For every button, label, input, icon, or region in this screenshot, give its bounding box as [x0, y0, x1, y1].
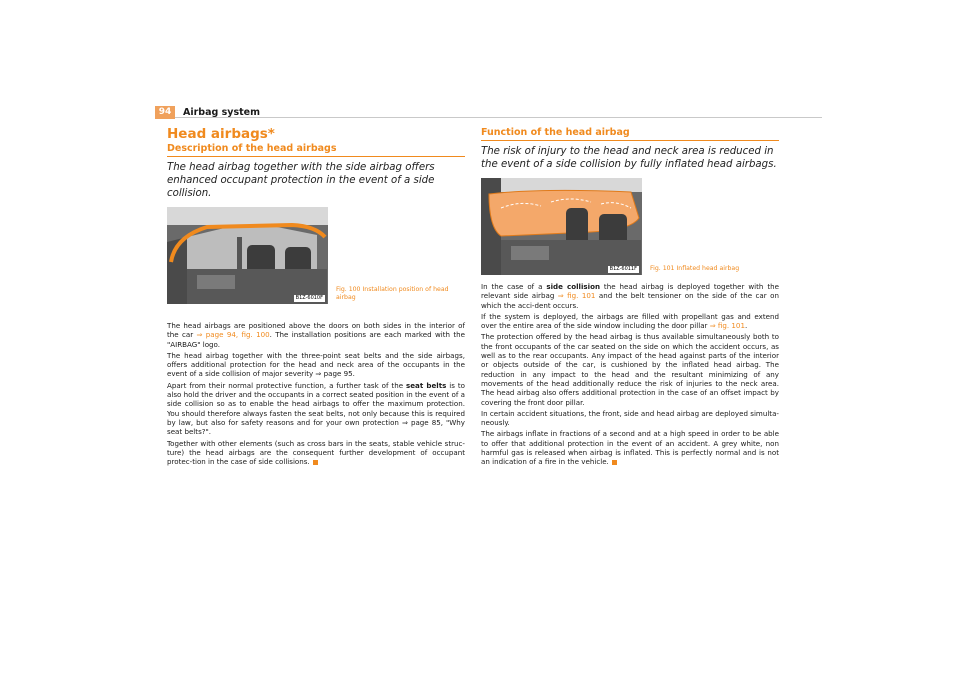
- figure-caption: Fig. 101 Inflated head airbag: [650, 265, 740, 272]
- inflated-airbag-illustration: [481, 178, 642, 275]
- figure-101: [481, 178, 779, 275]
- section-title: Head airbags*: [167, 126, 275, 142]
- paragraph: In the case of a side collision the head airbag is deployed together with the relevant side airbag ⇒ fig. 101 and the belt tensioner on the side of the car on which the acci-dent occurs.: [481, 282, 779, 310]
- subsection-title-description: Description of the head airbags: [167, 142, 465, 157]
- intro-text: The risk of injury to the head and neck area is reduced in the event of a side collision by fully inflated head airbags.: [481, 146, 777, 170]
- subsection-title-function: Function of the head airbag: [481, 126, 779, 141]
- end-of-section-marker: [612, 460, 617, 465]
- figure-image-installation: [167, 207, 328, 304]
- paragraph: If the system is deployed, the airbags are filled with propellant gas and extend over the entire area of the side window including the door pillar ⇒ fig. 101.: [481, 311, 779, 331]
- body-text: [167, 321, 465, 466]
- right-column: [481, 126, 779, 469]
- page-reference-link[interactable]: ⇒ page 94, fig. 100: [196, 330, 270, 340]
- running-title: Airbag system: [183, 107, 260, 118]
- figure-code: B1Z-6011F: [609, 266, 637, 272]
- figure-caption: Fig. 100 Installation position of head airbag: [336, 286, 449, 301]
- paragraph: The head airbag together with the three-point seat belts and the side airbags, offers additional protection for the head and neck area of the occupants in the event of a side collision of major severity ⇒ page 95.: [167, 350, 465, 379]
- paragraph: Together with other elements (such as cross bars in the seats, stable vehicle struc-ture) the head airbags are the consequent further development of occupant protec-tion in the case of side collisions.: [167, 438, 465, 467]
- paragraph: The airbags inflate in fractions of a second and at a high speed in order to be able to offer that additional protection in the event of an accident. A grey white, non harmful gas is released when airbag is inflated. This is perfectly normal and is not an indication of a fire in the vehicle.: [481, 429, 779, 467]
- paragraph: Apart from their normal protective function, a further task of the seat belts is to also hold the driver and the occupants in a correct seated position in the event of a side collision so as to enable the head airbags to offer the maximum protection. You should therefore always fasten the seat belts, not only because this is required by law, but also for safety reasons and for your own protection ⇒ page 85, "Why seat belts?".: [167, 380, 465, 437]
- car-interior-illustration: [167, 207, 328, 304]
- paragraph: The protection offered by the head airbag is thus available simultaneously both to the front occupants of the car seated on the side on which the accident occurs, as well as to the rear occupants. Any impact of the head against parts of the interior or objects outside of the car, is cushioned by the inflated head airbag. The reduction in any impact to the head and the resultant minimizing of any movements of the head additionally reduce the risk of injuries to the neck area. The head airbag also offers additional protection in the case of an offset impact by covering the front door pillar.: [481, 332, 779, 407]
- end-of-section-marker: [313, 460, 318, 465]
- left-column: [167, 126, 465, 468]
- intro-text: The head airbag together with the side airbag offers enhanced occupant protection in the event of a side collision.: [167, 162, 435, 199]
- figure-reference-link[interactable]: ⇒ fig. 101: [709, 321, 745, 331]
- page-number: 94: [155, 106, 175, 119]
- figure-100: [167, 207, 465, 304]
- figure-code: B1Z-6010F: [295, 295, 323, 301]
- figure-reference-link[interactable]: ⇒ fig. 101: [557, 291, 596, 301]
- body-text: [481, 282, 779, 467]
- figure-image-inflated: [481, 178, 642, 275]
- paragraph: The head airbags are positioned above the doors on both sides in the interior of the car ⇒ page 94, fig. 100. The installation positions are each marked with the "AIRBAG" logo.: [167, 321, 465, 349]
- paragraph: In certain accident situations, the front, side and head airbag are deployed simulta-neously.: [481, 408, 779, 428]
